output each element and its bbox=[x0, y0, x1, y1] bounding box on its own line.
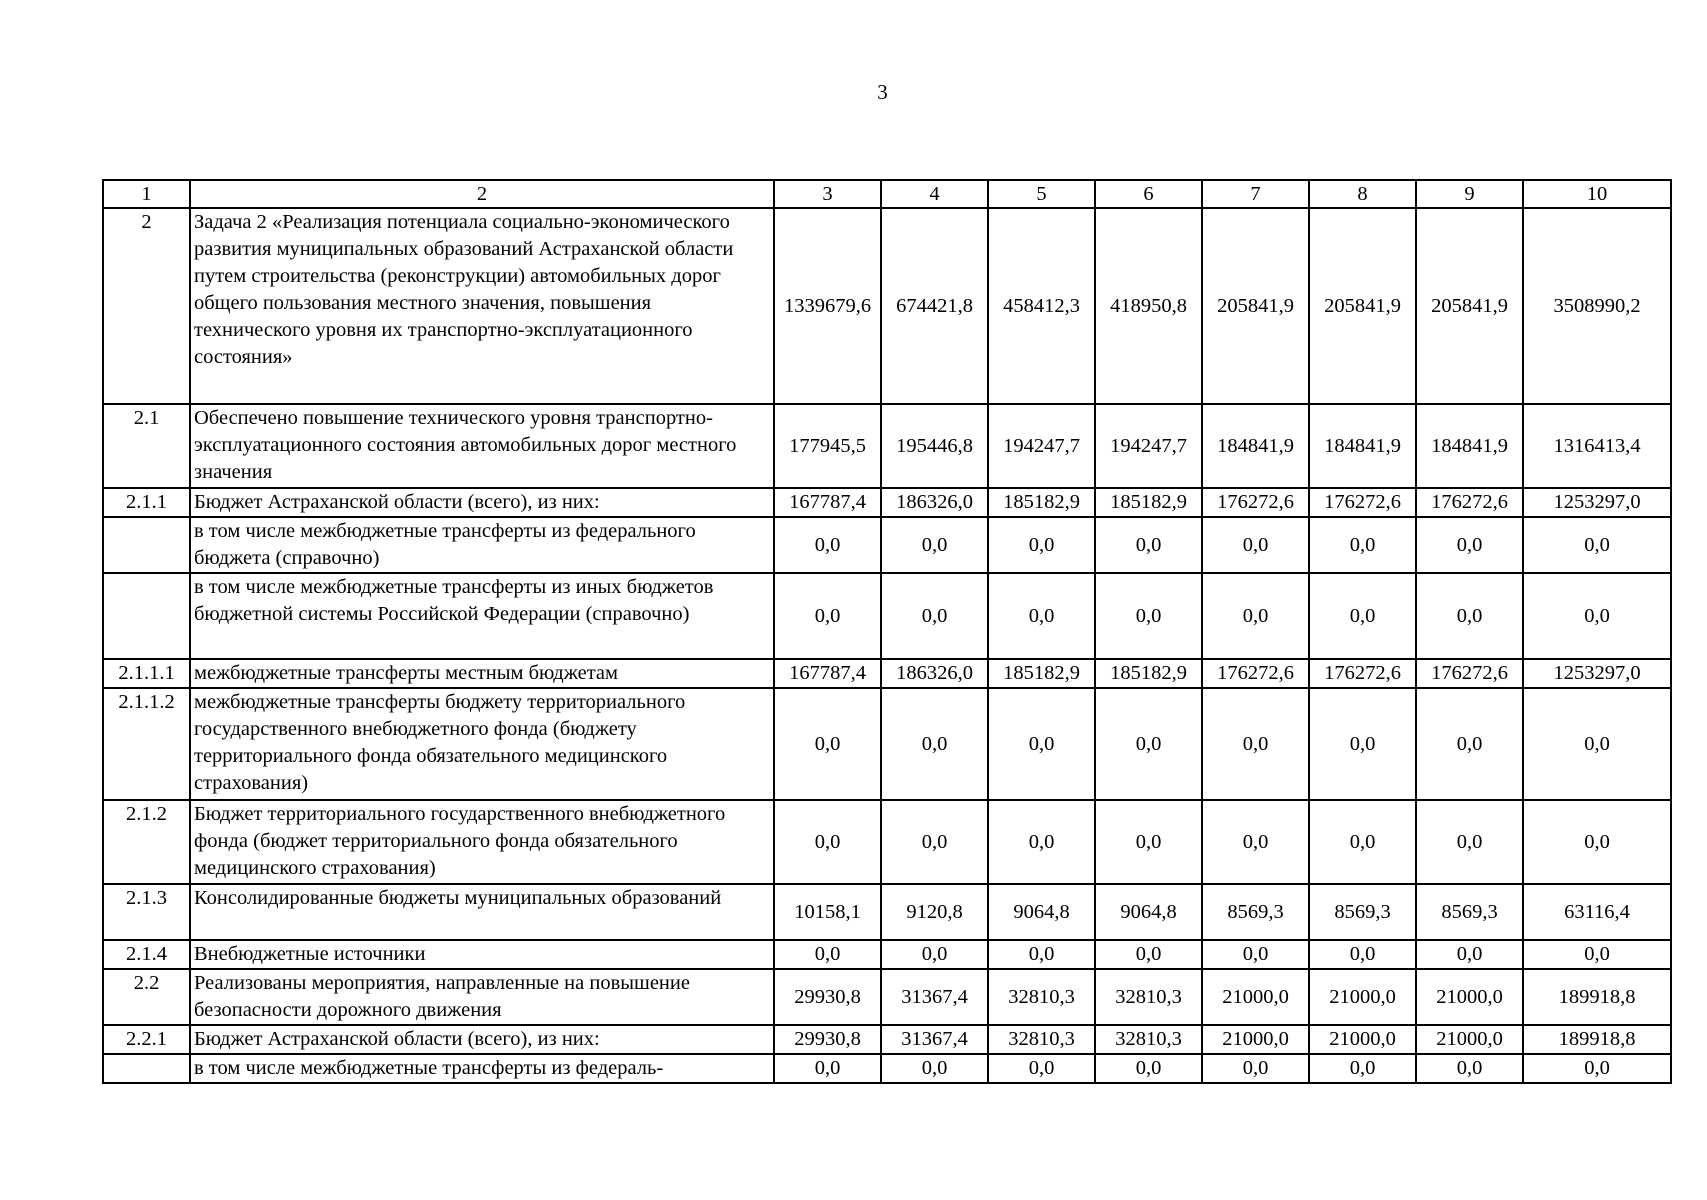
value-cell: 0,0 bbox=[774, 940, 881, 969]
value-cell: 0,0 bbox=[881, 517, 988, 573]
value-cell: 0,0 bbox=[988, 800, 1095, 884]
value-cell: 0,0 bbox=[988, 573, 1095, 659]
table-row bbox=[103, 573, 1671, 659]
row-number: 2.1.3 bbox=[103, 884, 190, 940]
value-cell: 0,0 bbox=[881, 573, 988, 659]
value-cell: 1253297,0 bbox=[1523, 488, 1671, 517]
value-cell: 205841,9 bbox=[1202, 208, 1309, 404]
value-cell: 32810,3 bbox=[1095, 1025, 1202, 1054]
table-row bbox=[103, 488, 1671, 517]
value-cell: 176272,6 bbox=[1202, 659, 1309, 688]
value-cell: 31367,4 bbox=[881, 969, 988, 1025]
table-row bbox=[103, 940, 1671, 969]
table-row bbox=[103, 688, 1671, 800]
row-description: Бюджет Астраханской области (всего), из них: bbox=[190, 1025, 774, 1054]
value-cell: 21000,0 bbox=[1416, 1025, 1523, 1054]
row-description: межбюджетные трансферты местным бюджетам bbox=[190, 659, 774, 688]
row-number: 2.1.4 bbox=[103, 940, 190, 969]
value-cell: 32810,3 bbox=[988, 969, 1095, 1025]
value-cell: 0,0 bbox=[988, 688, 1095, 800]
value-cell: 418950,8 bbox=[1095, 208, 1202, 404]
column-header: 3 bbox=[774, 180, 881, 208]
value-cell: 0,0 bbox=[1202, 1054, 1309, 1083]
column-header: 8 bbox=[1309, 180, 1416, 208]
value-cell: 0,0 bbox=[774, 800, 881, 884]
page-number: 3 bbox=[877, 80, 888, 104]
value-cell: 0,0 bbox=[1523, 688, 1671, 800]
value-cell: 0,0 bbox=[774, 688, 881, 800]
row-number: 2.2 bbox=[103, 969, 190, 1025]
value-cell: 0,0 bbox=[1416, 688, 1523, 800]
value-cell: 0,0 bbox=[1095, 1054, 1202, 1083]
row-description: Консолидированные бюджеты муниципальных образований bbox=[190, 884, 774, 940]
value-cell: 0,0 bbox=[1416, 573, 1523, 659]
value-cell: 0,0 bbox=[1202, 573, 1309, 659]
value-cell: 21000,0 bbox=[1309, 1025, 1416, 1054]
value-cell: 3508990,2 bbox=[1523, 208, 1671, 404]
column-header: 4 bbox=[881, 180, 988, 208]
row-number bbox=[103, 1054, 190, 1083]
row-number: 2 bbox=[103, 208, 190, 404]
value-cell: 195446,8 bbox=[881, 404, 988, 488]
value-cell: 189918,8 bbox=[1523, 969, 1671, 1025]
value-cell: 176272,6 bbox=[1202, 488, 1309, 517]
table-row bbox=[103, 1054, 1671, 1083]
value-cell: 0,0 bbox=[881, 688, 988, 800]
value-cell: 0,0 bbox=[1416, 517, 1523, 573]
value-cell: 0,0 bbox=[1095, 940, 1202, 969]
table-row bbox=[103, 1025, 1671, 1054]
value-cell: 176272,6 bbox=[1416, 659, 1523, 688]
value-cell: 176272,6 bbox=[1309, 488, 1416, 517]
value-cell: 0,0 bbox=[1416, 940, 1523, 969]
value-cell: 0,0 bbox=[1523, 573, 1671, 659]
value-cell: 0,0 bbox=[1202, 800, 1309, 884]
value-cell: 1253297,0 bbox=[1523, 659, 1671, 688]
value-cell: 177945,5 bbox=[774, 404, 881, 488]
table-row bbox=[103, 659, 1671, 688]
row-description: в том числе межбюджетные трансферты из федераль- bbox=[190, 1054, 774, 1083]
value-cell: 0,0 bbox=[1202, 688, 1309, 800]
row-number bbox=[103, 517, 190, 573]
value-cell: 0,0 bbox=[1202, 517, 1309, 573]
value-cell: 0,0 bbox=[1309, 688, 1416, 800]
row-description: Бюджет Астраханской области (всего), из них: bbox=[190, 488, 774, 517]
value-cell: 0,0 bbox=[1523, 800, 1671, 884]
table-row bbox=[103, 800, 1671, 884]
value-cell: 194247,7 bbox=[1095, 404, 1202, 488]
value-cell: 10158,1 bbox=[774, 884, 881, 940]
value-cell: 29930,8 bbox=[774, 969, 881, 1025]
value-cell: 185182,9 bbox=[988, 659, 1095, 688]
value-cell: 0,0 bbox=[774, 1054, 881, 1083]
value-cell: 0,0 bbox=[1523, 517, 1671, 573]
budget-table bbox=[102, 179, 1672, 1084]
value-cell: 184841,9 bbox=[1309, 404, 1416, 488]
value-cell: 0,0 bbox=[1095, 573, 1202, 659]
row-number: 2.1.1 bbox=[103, 488, 190, 517]
value-cell: 184841,9 bbox=[1416, 404, 1523, 488]
row-description: межбюджетные трансферты бюджету территориального государственного внебюджетного фонда (бюджету территориального фонда обязательного медицинского страхования) bbox=[190, 688, 774, 800]
row-description: в том числе межбюджетные трансферты из иных бюджетов бюджетной системы Российской Федерации (справочно) bbox=[190, 573, 774, 659]
value-cell: 21000,0 bbox=[1202, 969, 1309, 1025]
value-cell: 185182,9 bbox=[1095, 659, 1202, 688]
value-cell: 0,0 bbox=[881, 940, 988, 969]
value-cell: 0,0 bbox=[988, 517, 1095, 573]
column-header: 1 bbox=[103, 180, 190, 208]
value-cell: 31367,4 bbox=[881, 1025, 988, 1054]
row-description: Бюджет территориального государственного внебюджетного фонда (бюджет территориального фонда обязательного медицинского страхования) bbox=[190, 800, 774, 884]
row-description: Обеспечено повышение технического уровня транспортно-эксплуатационного состояния автомобильных дорог местного значения bbox=[190, 404, 774, 488]
value-cell: 0,0 bbox=[1309, 940, 1416, 969]
row-description: в том числе межбюджетные трансферты из федерального бюджета (справочно) bbox=[190, 517, 774, 573]
value-cell: 674421,8 bbox=[881, 208, 988, 404]
value-cell: 0,0 bbox=[1309, 573, 1416, 659]
value-cell: 189918,8 bbox=[1523, 1025, 1671, 1054]
column-header-row bbox=[103, 180, 1671, 208]
value-cell: 8569,3 bbox=[1202, 884, 1309, 940]
value-cell: 21000,0 bbox=[1202, 1025, 1309, 1054]
value-cell: 185182,9 bbox=[988, 488, 1095, 517]
value-cell: 21000,0 bbox=[1309, 969, 1416, 1025]
row-description: Задача 2 «Реализация потенциала социально-экономического развития муниципальных образований Астраханской области путем строительства (реконструкции) автомобильных дорог общего пользования местного значения, повышения технического уровня их транспортно-эксплуатационного состояния» bbox=[190, 208, 774, 404]
value-cell: 0,0 bbox=[881, 1054, 988, 1083]
value-cell: 0,0 bbox=[1202, 940, 1309, 969]
value-cell: 1339679,6 bbox=[774, 208, 881, 404]
value-cell: 9064,8 bbox=[988, 884, 1095, 940]
column-header: 10 bbox=[1523, 180, 1671, 208]
value-cell: 458412,3 bbox=[988, 208, 1095, 404]
table-row bbox=[103, 404, 1671, 488]
value-cell: 167787,4 bbox=[774, 659, 881, 688]
value-cell: 0,0 bbox=[988, 1054, 1095, 1083]
row-number bbox=[103, 573, 190, 659]
row-description: Реализованы мероприятия, направленные на повышение безопасности дорожного движения bbox=[190, 969, 774, 1025]
table-row bbox=[103, 208, 1671, 404]
value-cell: 0,0 bbox=[1309, 517, 1416, 573]
value-cell: 0,0 bbox=[1095, 800, 1202, 884]
value-cell: 1316413,4 bbox=[1523, 404, 1671, 488]
value-cell: 8569,3 bbox=[1416, 884, 1523, 940]
value-cell: 8569,3 bbox=[1309, 884, 1416, 940]
value-cell: 32810,3 bbox=[1095, 969, 1202, 1025]
value-cell: 32810,3 bbox=[988, 1025, 1095, 1054]
row-number: 2.1.1.1 bbox=[103, 659, 190, 688]
value-cell: 186326,0 bbox=[881, 488, 988, 517]
column-header: 6 bbox=[1095, 180, 1202, 208]
value-cell: 205841,9 bbox=[1309, 208, 1416, 404]
column-header: 9 bbox=[1416, 180, 1523, 208]
value-cell: 0,0 bbox=[1416, 800, 1523, 884]
value-cell: 0,0 bbox=[1523, 940, 1671, 969]
row-number: 2.1 bbox=[103, 404, 190, 488]
value-cell: 21000,0 bbox=[1416, 969, 1523, 1025]
value-cell: 0,0 bbox=[1309, 800, 1416, 884]
value-cell: 0,0 bbox=[881, 800, 988, 884]
column-header: 7 bbox=[1202, 180, 1309, 208]
table-row bbox=[103, 884, 1671, 940]
value-cell: 9120,8 bbox=[881, 884, 988, 940]
value-cell: 176272,6 bbox=[1309, 659, 1416, 688]
value-cell: 0,0 bbox=[1523, 1054, 1671, 1083]
value-cell: 0,0 bbox=[988, 940, 1095, 969]
value-cell: 9064,8 bbox=[1095, 884, 1202, 940]
row-description: Внебюджетные источники bbox=[190, 940, 774, 969]
value-cell: 63116,4 bbox=[1523, 884, 1671, 940]
value-cell: 0,0 bbox=[1416, 1054, 1523, 1083]
value-cell: 185182,9 bbox=[1095, 488, 1202, 517]
value-cell: 184841,9 bbox=[1202, 404, 1309, 488]
value-cell: 0,0 bbox=[774, 517, 881, 573]
value-cell: 194247,7 bbox=[988, 404, 1095, 488]
value-cell: 0,0 bbox=[1095, 688, 1202, 800]
value-cell: 176272,6 bbox=[1416, 488, 1523, 517]
value-cell: 205841,9 bbox=[1416, 208, 1523, 404]
table-row bbox=[103, 517, 1671, 573]
value-cell: 186326,0 bbox=[881, 659, 988, 688]
column-header: 2 bbox=[190, 180, 774, 208]
value-cell: 167787,4 bbox=[774, 488, 881, 517]
value-cell: 29930,8 bbox=[774, 1025, 881, 1054]
value-cell: 0,0 bbox=[774, 573, 881, 659]
row-number: 2.1.1.2 bbox=[103, 688, 190, 800]
row-number: 2.1.2 bbox=[103, 800, 190, 884]
value-cell: 0,0 bbox=[1309, 1054, 1416, 1083]
table-row bbox=[103, 969, 1671, 1025]
column-header: 5 bbox=[988, 180, 1095, 208]
value-cell: 0,0 bbox=[1095, 517, 1202, 573]
row-number: 2.2.1 bbox=[103, 1025, 190, 1054]
